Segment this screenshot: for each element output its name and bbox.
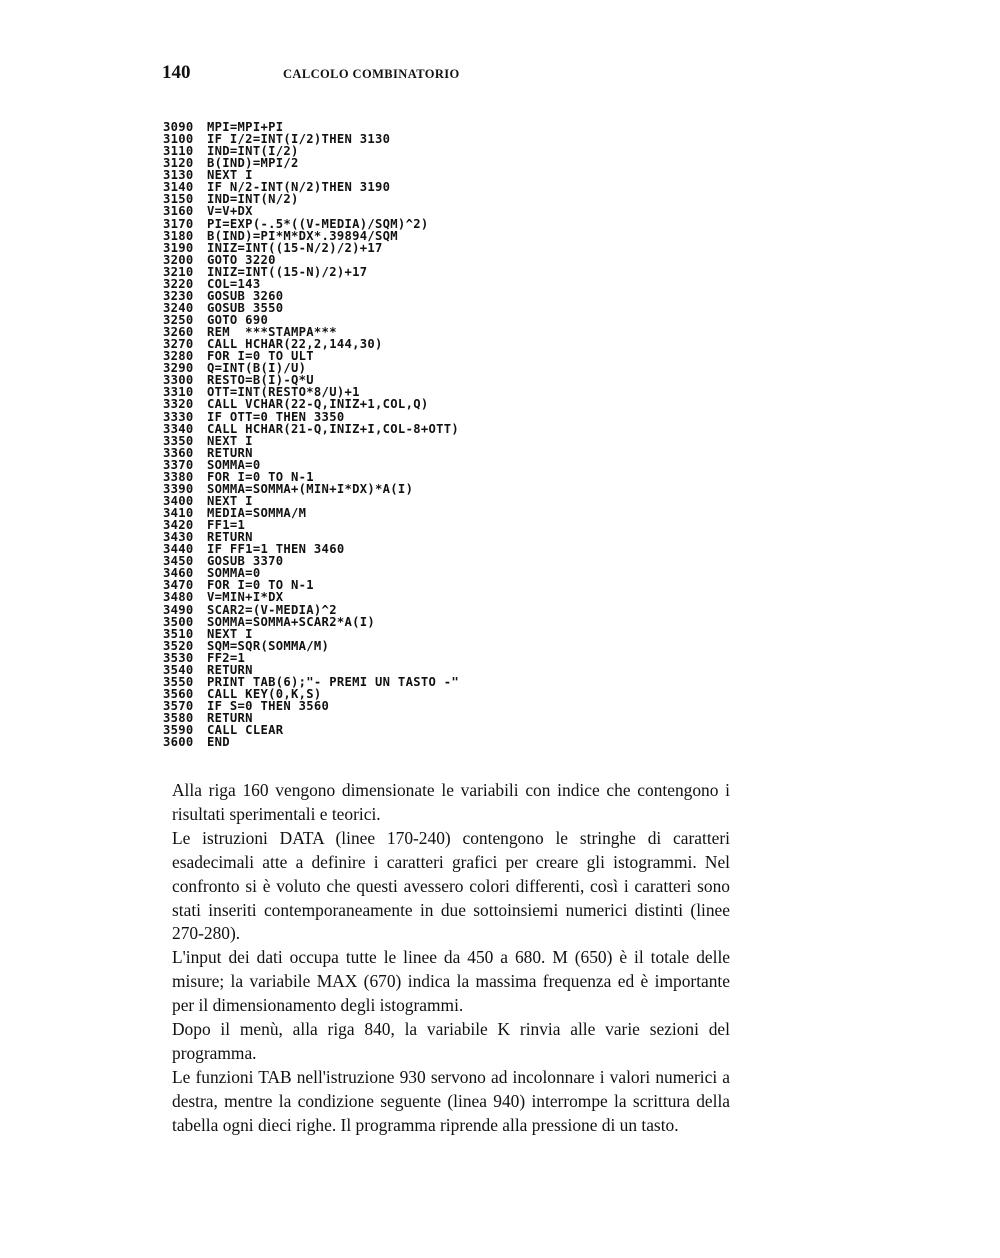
line-number: 3190 <box>163 240 194 255</box>
line-number: 3450 <box>163 554 194 569</box>
statement: Q=INT(B(I)/U) <box>207 361 307 376</box>
statement: REM ***STAMPA*** <box>207 325 337 340</box>
paragraph: Le istruzioni DATA (linee 170-240) contengono le stringhe di caratteri esadecimali atte a definire i caratteri grafici per creare gli istogrammi. Nel confronto si è voluto che questi avessero colori differenti, così i caratteri sono stati inseriti contemporaneamente in due sottoinsiemi numerici distinti (linee 270-280). <box>172 827 730 944</box>
statement: COL=143 <box>207 276 261 291</box>
line-number: 3360 <box>163 445 194 460</box>
statement: CALL VCHAR(22-Q,INIZ+1,COL,Q) <box>207 397 429 412</box>
statement: V=V+DX <box>207 204 253 219</box>
line-number: 3310 <box>163 385 194 400</box>
paragraph: Dopo il menù, alla riga 840, la variabile K rinvia alle varie sezioni del programma. <box>172 1019 730 1063</box>
line-number: 3180 <box>163 228 194 243</box>
statement: OTT=INT(RESTO*8/U)+1 <box>207 385 360 400</box>
statement: SOMMA=0 <box>207 457 261 472</box>
line-number: 3320 <box>163 397 194 412</box>
line-number: 3530 <box>163 650 194 665</box>
line-number: 3390 <box>163 481 194 496</box>
paragraph: L'input dei dati occupa tutte le linee da 450 a 680. M (650) è il totale delle misure; la variabile MAX (670) indica la massima frequenza ed è importante per il dimensionamento degli istogrammi. <box>172 947 730 1016</box>
statement: CALL KEY(0,K,S) <box>207 686 322 701</box>
line-number: 3340 <box>163 421 194 436</box>
line-number: 3510 <box>163 626 194 641</box>
line-number: 3270 <box>163 337 194 352</box>
statement: SOMMA=0 <box>207 566 261 581</box>
statement: FOR I=0 TO N-1 <box>207 578 314 593</box>
line-number: 3580 <box>163 711 194 726</box>
page-number: 140 <box>162 62 191 83</box>
line-number: 3430 <box>163 530 194 545</box>
statement: NEXT I <box>207 168 253 183</box>
statement: GOTO 3220 <box>207 252 276 267</box>
statement: NEXT I <box>207 626 253 641</box>
line-number: 3130 <box>163 168 194 183</box>
line-number: 3140 <box>163 180 194 195</box>
statement: GOTO 690 <box>207 313 269 327</box>
statement: SOMMA=SOMMA+(MIN+I*DX)*A(I) <box>207 481 414 496</box>
statement: IND=INT(N/2) <box>207 192 299 207</box>
statement: SCAR2=(V-MEDIA)^2 <box>207 602 337 617</box>
code-line <box>163 736 459 748</box>
line-number: 3380 <box>163 469 194 484</box>
line-number: 3280 <box>163 349 194 364</box>
line-number: 3400 <box>163 493 194 508</box>
paragraph: Alla riga 160 vengono dimensionate le variabili con indice che contengono i risultati sperimentali e teorici. <box>172 780 730 824</box>
line-number: 3600 <box>163 735 194 750</box>
statement: RETURN <box>207 662 253 677</box>
statement: IF FF1=1 THEN 3460 <box>207 542 345 557</box>
line-number: 3490 <box>163 602 194 617</box>
line-number: 3560 <box>163 686 194 701</box>
statement: NEXT I <box>207 493 253 508</box>
line-number: 3350 <box>163 433 194 448</box>
statement: INIZ=INT((15-N/2)/2)+17 <box>207 240 383 255</box>
body-text <box>172 779 730 1138</box>
line-number: 3110 <box>163 144 194 159</box>
line-number: 3240 <box>163 300 194 315</box>
line-number: 3250 <box>163 313 194 327</box>
statement: IF I/2=INT(I/2)THEN 3130 <box>207 132 391 147</box>
line-number: 3290 <box>163 361 194 376</box>
line-number: 3590 <box>163 723 194 738</box>
line-number: 3220 <box>163 276 194 291</box>
statement: V=MIN+I*DX <box>207 590 284 605</box>
statement: GOSUB 3550 <box>207 300 284 315</box>
line-number: 3500 <box>163 614 194 629</box>
statement: INIZ=INT((15-N)/2)+17 <box>207 264 368 279</box>
line-number: 3230 <box>163 288 194 303</box>
statement: IF OTT=0 THEN 3350 <box>207 409 345 424</box>
line-number: 3150 <box>163 192 194 207</box>
statement: B(IND)=PI*M*DX*.39894/SQM <box>207 228 398 243</box>
statement: MPI=MPI+PI <box>207 120 284 134</box>
line-number: 3160 <box>163 204 194 219</box>
statement: MEDIA=SOMMA/M <box>207 506 307 520</box>
line-number: 3090 <box>163 120 194 134</box>
line-number: 3540 <box>163 662 194 677</box>
line-number: 3460 <box>163 566 194 581</box>
line-number: 3470 <box>163 578 194 593</box>
statement: FOR I=0 TO N-1 <box>207 469 314 484</box>
line-number: 3260 <box>163 325 194 340</box>
statement: IF N/2-INT(N/2)THEN 3190 <box>207 180 391 195</box>
statement: CALL CLEAR <box>207 723 284 738</box>
line-number: 3570 <box>163 699 194 713</box>
line-number: 3100 <box>163 132 194 147</box>
line-number: 3550 <box>163 674 194 689</box>
line-number: 3330 <box>163 409 194 424</box>
statement: IND=INT(I/2) <box>207 144 299 159</box>
statement: CALL HCHAR(21-Q,INIZ+I,COL-8+OTT) <box>207 421 460 436</box>
statement: SQM=SQR(SOMMA/M) <box>207 638 330 653</box>
statement: B(IND)=MPI/2 <box>207 156 299 171</box>
statement: RESTO=B(I)-Q*U <box>207 373 314 388</box>
statement: FOR I=0 TO ULT <box>207 349 314 364</box>
statement: NEXT I <box>207 433 253 448</box>
statement: GOSUB 3260 <box>207 288 284 303</box>
statement: RETURN <box>207 711 253 726</box>
statement: RETURN <box>207 530 253 545</box>
line-number: 3300 <box>163 373 194 388</box>
statement: PI=EXP(-.5*((V-MEDIA)/SQM)^2) <box>207 216 429 231</box>
line-number: 3200 <box>163 252 194 267</box>
line-number: 3410 <box>163 506 194 520</box>
running-title: CALCOLO COMBINATORIO <box>283 67 460 81</box>
statement: PRINT TAB(6);"- PREMI UN TASTO -" <box>207 674 460 689</box>
line-number: 3480 <box>163 590 194 605</box>
line-number: 3170 <box>163 216 194 231</box>
basic-code-listing <box>163 121 459 748</box>
line-number: 3210 <box>163 264 194 279</box>
line-number: 3370 <box>163 457 194 472</box>
statement: GOSUB 3370 <box>207 554 284 569</box>
statement: CALL HCHAR(22,2,144,30) <box>207 337 383 352</box>
line-number: 3520 <box>163 638 194 653</box>
statement: FF1=1 <box>207 518 246 533</box>
line-number: 3420 <box>163 518 194 533</box>
statement: RETURN <box>207 445 253 460</box>
paragraph: Le funzioni TAB nell'istruzione 930 servono ad incolonnare i valori numerici a destra, mentre la condizione seguente (linea 940) interrompe la scrittura della tabella ogni dieci righe. Il programma riprende alla pressione di un tasto. <box>172 1066 730 1135</box>
statement: END <box>207 735 230 750</box>
statement: IF S=0 THEN 3560 <box>207 699 330 713</box>
line-number: 3440 <box>163 542 194 557</box>
statement: FF2=1 <box>207 650 246 665</box>
line-number: 3120 <box>163 156 194 171</box>
statement: SOMMA=SOMMA+SCAR2*A(I) <box>207 614 376 629</box>
